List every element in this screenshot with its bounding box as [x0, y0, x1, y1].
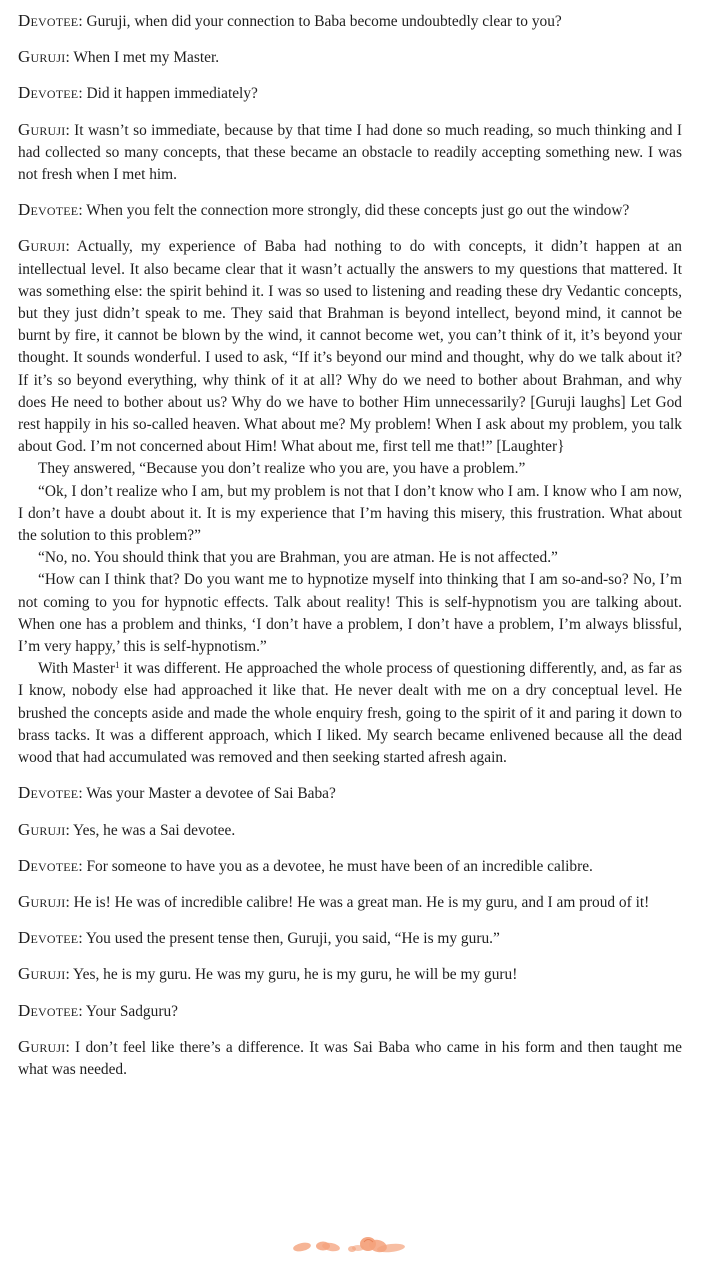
dialogue-entry: Guruji: It wasn’t so immediate, because by that time I had done so much reading, so much thinking and I had collected so many concepts, that these became an obstacle to readily accepting something new. I was not fresh when I met him.: [18, 119, 682, 184]
speech-text: He is! He was of incredible calibre! He was a great man. He is my guru, and I am proud of it!: [73, 893, 650, 911]
dialogue-entry: Guruji: I don’t feel like there’s a difference. It was Sai Baba who came in his form and then taught me what was needed.: [18, 1036, 683, 1078]
speech-text: For someone to have you as a devotee, he must have been of an incredible calibre.: [86, 857, 593, 875]
speech-paragraph: “No, no. You should think that you are Brahman, you are atman. He is not affected.”: [38, 549, 558, 567]
speaker-label: Devotee: [18, 200, 79, 220]
speech-paragraph: They answered, “Because you don’t realize who you are, you have a problem.”: [38, 460, 526, 478]
speech-paragraph: “How can I think that? Do you want me to hypnotize myself into thinking that I am so-and-so? No, I’m not coming to you for hypnotic effects. Talk about reality! This is self-hypnotism you are talking about. When one has a problem and thinks, ‘I don’t have a problem, I don’t have a problem, I’m always blissful, I’m very happy,’ this is self-hypnotism.”: [18, 571, 682, 656]
dialogue-entry: Guruji: Yes, he was a Sai devotee.: [18, 819, 236, 839]
dialogue-entry: Devotee: Your Sadguru?: [18, 1000, 178, 1020]
speech-text: Your Sadguru?: [85, 1002, 178, 1020]
speech-text: Yes, he is my guru. He was my guru, he is my guru, he will be my guru!: [73, 966, 518, 984]
speaker-label: Devotee: [18, 83, 79, 103]
dialogue-entry: Devotee: When you felt the connection more strongly, did these concepts just go out the window?: [18, 200, 630, 220]
dialogue-entry: Guruji: Actually, my experience of Baba had nothing to do with concepts, it didn’t happen at an intellectual level. It also became clear that it wasn’t actually the answers to my questions that mattered. It was something else: the spirit behind it. I was so used to listening and reading these dry Vedantic concepts, but they just didn’t speak to me. They said that Brahman is beyond intellect, beyond mind, it cannot be burnt by fire, it cannot be blown by the wind, it cannot become wet, you can’t think of it, it’s beyond your thought. It sounds wonderful. I used to ask, “If it’s beyond our mind and thought, why do we talk about it? If it’s so beyond everything, why think of it at all? Why do we need to bother about Brahman, and why does He need to bother about us? Why do we have to bother Him unnecessarily? [Guruji laughs] Let God rest happily in his so-called heaven. What about me? My problem! When I ask about my problem, you talk about God. I’m not concerned about Him! What about me, first tell me that!” [Laughter} They answered, “Because you don’t realize who you are, you have a problem.” “Ok, I don’t realize who I am, but my problem is not that I don’t know who I am. I know who I am now, I don’t have a doubt about it. It is my experience that I’m having this misery, this frustration. What about the solution to this problem?” “No, no. You should think that you are Brahman, you are atman. He is not affected.” “How can I think that? Do you want me to hypnotize myself into thinking that I am so-and-so? No, I’m not coming to you for hypnotic effects. Talk about reality! This is self-hypnotism you are talking about. When one has a problem and thinks, ‘I don’t have a problem, I don’t have a problem, I’m always blissful, I’m very happy,’ this is self-hypnotism.” With Master$^1$ it was different. He approached the whole process of questioning differently, and, as far as I know, nobody else had approached it like that. He never dealt with me on a dry conceptual level. He brushed the concepts aside and made the whole enquiry fresh, going to the spirit of it and paring it down to brass tacks. It was a different approach, which I liked. My search became enlivened because all the dead wood that had accumulated was removed and then seeking started afresh again.: [18, 235, 682, 769]
footnote-marker: 1: [114, 660, 120, 671]
speaker-label: Guruji: [18, 964, 66, 984]
dialogue-entry: Devotee: You used the present tense then, Guruji, you said, “He is my guru.”: [18, 928, 500, 948]
speech-text: Was your Master a devotee of Sai Baba?: [86, 785, 336, 803]
dialogue-entry: Devotee: Did it happen immediately?: [18, 83, 258, 103]
speaker-label: Devotee: [18, 783, 79, 803]
speaker-label: Devotee: [18, 928, 79, 948]
dialogue-entry: Devotee: Was your Master a devotee of Sai Baba?: [18, 783, 336, 803]
speaker-label: Guruji: [18, 819, 66, 839]
dialogue-entry: Devotee: For someone to have you as a devotee, he must have been of an incredible calibre.: [18, 855, 593, 875]
speech-text: When I met my Master.: [73, 49, 220, 67]
dialogue-entry: Devotee: Guruji, when did your connection to Baba become undoubtedly clear to you?: [18, 11, 562, 30]
speech-paragraph: [18, 658, 682, 769]
speech-paragraph: “Ok, I don’t realize who I am, but my problem is not that I don’t know who I am. I know who I am now, I don’t have a doubt about it. It is my experience that I’m having this misery, this frustration. What about the solution to this problem?”: [18, 482, 682, 545]
speech-text: You used the present tense then, Guruji, you said, “He is my guru.”: [85, 930, 500, 948]
speaker-label: Devotee: [18, 1000, 79, 1020]
master-text-start: With Master: [38, 660, 115, 678]
speech-text: Did it happen immediately?: [86, 85, 258, 103]
speaker-label: Devotee: [18, 855, 79, 875]
master-text-rest: it was different. He approached the whole process of questioning differently, and, as far as I know, nobody else had approached it like that. He never dealt with me on a dry conceptual level. He brushed the concepts aside and made the whole enquiry fresh, going to the spirit of it and paring it down to brass tacks. It was a different approach, which I liked. My search became enlivened because all the dead wood that had accumulated was removed and then seeking started afresh again.: [18, 660, 682, 767]
dialogue-entry: Guruji: When I met my Master.: [18, 47, 220, 67]
speaker-label: Guruji: [18, 1036, 66, 1056]
speech-text: It wasn’t so immediate, because by that time I had done so much reading, so much thinking and I had collected so many concepts, that these became an obstacle to readily accepting something new. I was not fresh when I met him.: [18, 121, 682, 184]
dialogue-entry: Guruji: Yes, he is my guru. He was my guru, he is my guru, he will be my guru!: [18, 964, 518, 984]
dialogue-entry: Guruji: He is! He was of incredible calibre! He was a great man. He is my guru, and I am proud of it!: [18, 891, 650, 911]
speaker-label: Guruji: [18, 119, 66, 139]
dialogue-text: [18, 10, 682, 1094]
speaker-label: Guruji: [18, 891, 66, 911]
speech-text: When you felt the connection more strongly, did these concepts just go out the window?: [86, 202, 630, 220]
speaker-label: Guruji: [18, 47, 66, 67]
speaker-label: Guruji: [18, 236, 66, 256]
speech-text: Actually, my experience of Baba had nothing to do with concepts, it didn’t happen at an intellectual level. It also became clear that it wasn’t actually the answers to my questions that mattered. It was something else: the spirit behind it. I was so used to listening and reading these dry Vedantic concepts, but they just didn’t speak to me. They said that Brahman is beyond intellect, beyond mind, it cannot be burnt by fire, it cannot be blown by the wind, it cannot become wet, you can’t think of it, it’s beyond your thought. It sounds wonderful. I used to ask, “If it’s beyond our mind and thought, why do we talk about it? If it’s so beyond everything, why think of it at all? Why do we need to bother about Brahman, and why does He need to bother about us? Why do we have to bother Him unnecessarily? [Guruji laughs] Let God rest happily in his so-called heaven. What about me? My problem! When I ask about my problem, you talk about God. I’m not concerned about Him! What about me, first tell me that!” [Laughter}: [18, 238, 683, 456]
speech-text: Yes, he was a Sai devotee.: [73, 821, 236, 839]
lotus-petals-ornament-icon: [290, 1230, 410, 1260]
speaker-label: Devotee: [18, 11, 79, 30]
speech-text: Guruji, when did your connection to Baba become undoubtedly clear to you?: [86, 13, 562, 30]
speech-text: I don’t feel like there’s a difference. It was Sai Baba who came in his form and then taught me what was needed.: [18, 1038, 683, 1078]
